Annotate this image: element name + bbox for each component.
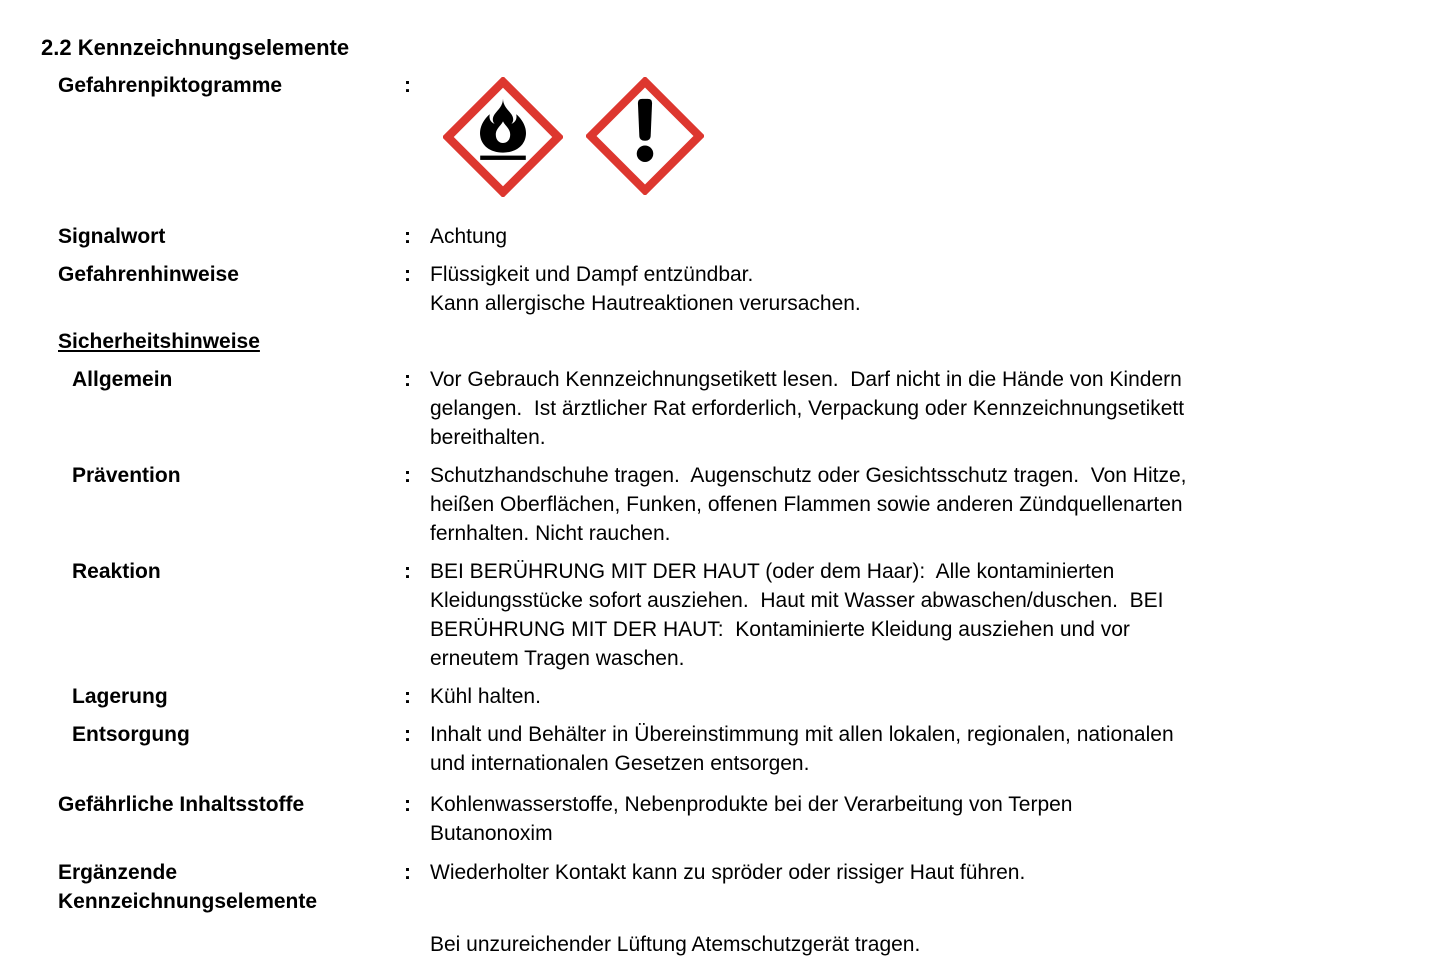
field-row-reaktion: [0, 557, 1436, 673]
value-line: BERÜHRUNG MIT DER HAUT: Kontaminierte Kleidung ausziehen und vor: [430, 618, 1130, 641]
field-value: [430, 682, 541, 711]
field-rows: [0, 71, 1436, 959]
value-line: Kann allergische Hautreaktionen verursachen.: [430, 292, 861, 315]
exclamation-dot: [637, 145, 654, 162]
field-value: [430, 260, 861, 318]
field-label: Entsorgung: [72, 723, 190, 746]
value-line: heißen Oberflächen, Funken, offenen Flammen sowie anderen Zündquellenarten: [430, 493, 1183, 516]
colon-separator: :: [404, 464, 411, 487]
field-row-gefahrenhinweise: [0, 260, 1436, 318]
ghs-exclamation-pictogram: [586, 77, 704, 195]
value-line: Wiederholter Kontakt kann zu spröder oder rissiger Haut führen.: [430, 861, 1026, 884]
field-row-signalwort: [0, 222, 1436, 251]
colon-separator: :: [404, 225, 411, 248]
field-value: [430, 720, 1174, 778]
value-line: Kleidungsstücke sofort ausziehen. Haut mit Wasser abwaschen/duschen. BEI: [430, 589, 1164, 612]
field-row-lagerung: [0, 682, 1436, 711]
field-label: Gefahrenpiktogramme: [58, 74, 283, 97]
value-line: gelangen. Ist ärztlicher Rat erforderlich, Verpackung oder Kennzeichnungsetikett: [430, 397, 1185, 420]
section-title: 2.2 Kennzeichnungselemente: [41, 35, 350, 60]
field-value: [430, 858, 1025, 887]
value-line: Achtung: [430, 225, 508, 248]
field-value: [430, 365, 1184, 452]
field-value: [430, 461, 1186, 548]
subheading-sicherheitshinweise: Sicherheitshinweise: [58, 330, 260, 353]
colon-separator: :: [404, 74, 411, 97]
field-value: [430, 930, 920, 959]
value-line: Flüssigkeit und Dampf entzündbar.: [430, 263, 754, 286]
field-label: Reaktion: [72, 560, 161, 583]
colon-separator: :: [404, 723, 411, 746]
value-line: und internationalen Gesetzen entsorgen.: [430, 752, 810, 775]
field-label: Signalwort: [58, 225, 166, 248]
field-value: [430, 222, 507, 251]
ghs-flame-pictogram: [443, 77, 563, 197]
value-line: Kohlenwasserstoffe, Nebenprodukte bei der Verarbeitung von Terpen: [430, 793, 1073, 816]
field-label: [0, 858, 404, 916]
field-row-entsorgung: [0, 720, 1436, 778]
value-line: erneutem Tragen waschen.: [430, 647, 685, 670]
field-label: Gefährliche Inhaltsstoffe: [58, 793, 305, 816]
value-line: Inhalt und Behälter in Übereinstimmung mit allen lokalen, regionalen, nationalen: [430, 723, 1174, 746]
colon-separator: :: [404, 368, 411, 391]
field-value: [430, 790, 1073, 848]
colon-separator: :: [404, 685, 411, 708]
field-label: Lagerung: [72, 685, 168, 708]
value-line: fernhalten. Nicht rauchen.: [430, 522, 671, 545]
field-row-supplemental-note: [0, 930, 1436, 959]
colon-separator: :: [404, 861, 411, 884]
supplemental-note: Bei unzureichender Lüftung Atemschutzgerät tragen.: [430, 933, 921, 956]
field-label: Allgemein: [72, 368, 173, 391]
value-line: Schutzhandschuhe tragen. Augenschutz oder Gesichtsschutz tragen. Von Hitze,: [430, 464, 1187, 487]
exclamation-mark-icon: [638, 99, 652, 141]
value-line: Vor Gebrauch Kennzeichnungsetikett lesen. Darf nicht in die Hände von Kindern: [430, 368, 1182, 391]
value-line: BEI BERÜHRUNG MIT DER HAUT (oder dem Haar): Alle kontaminierten: [430, 560, 1115, 583]
colon-separator: :: [404, 793, 411, 816]
field-label: Prävention: [72, 464, 181, 487]
value-line: Butanonoxim: [430, 822, 553, 845]
hazard-pictograms: [430, 71, 704, 197]
field-row-praevention: [0, 461, 1436, 548]
field-value: [430, 557, 1163, 673]
value-line: bereithalten.: [430, 426, 546, 449]
field-row-gefahrenpiktogramme: [0, 71, 1436, 197]
value-line: Kühl halten.: [430, 685, 541, 708]
colon-separator: :: [404, 560, 411, 583]
colon-separator: :: [404, 263, 411, 286]
flame-baseline: [480, 156, 526, 160]
field-label: Gefahrenhinweise: [58, 263, 239, 286]
field-row-sicherheitshinweise: [0, 327, 1436, 356]
label-line: Kennzeichnungselemente: [58, 890, 318, 913]
label-line: Ergänzende: [58, 861, 178, 884]
field-row-ergaenzende-kennzeichnungselemente: [0, 858, 1436, 916]
field-row-allgemein: [0, 365, 1436, 452]
field-row-gefaehrliche-inhaltsstoffe: [0, 790, 1436, 848]
